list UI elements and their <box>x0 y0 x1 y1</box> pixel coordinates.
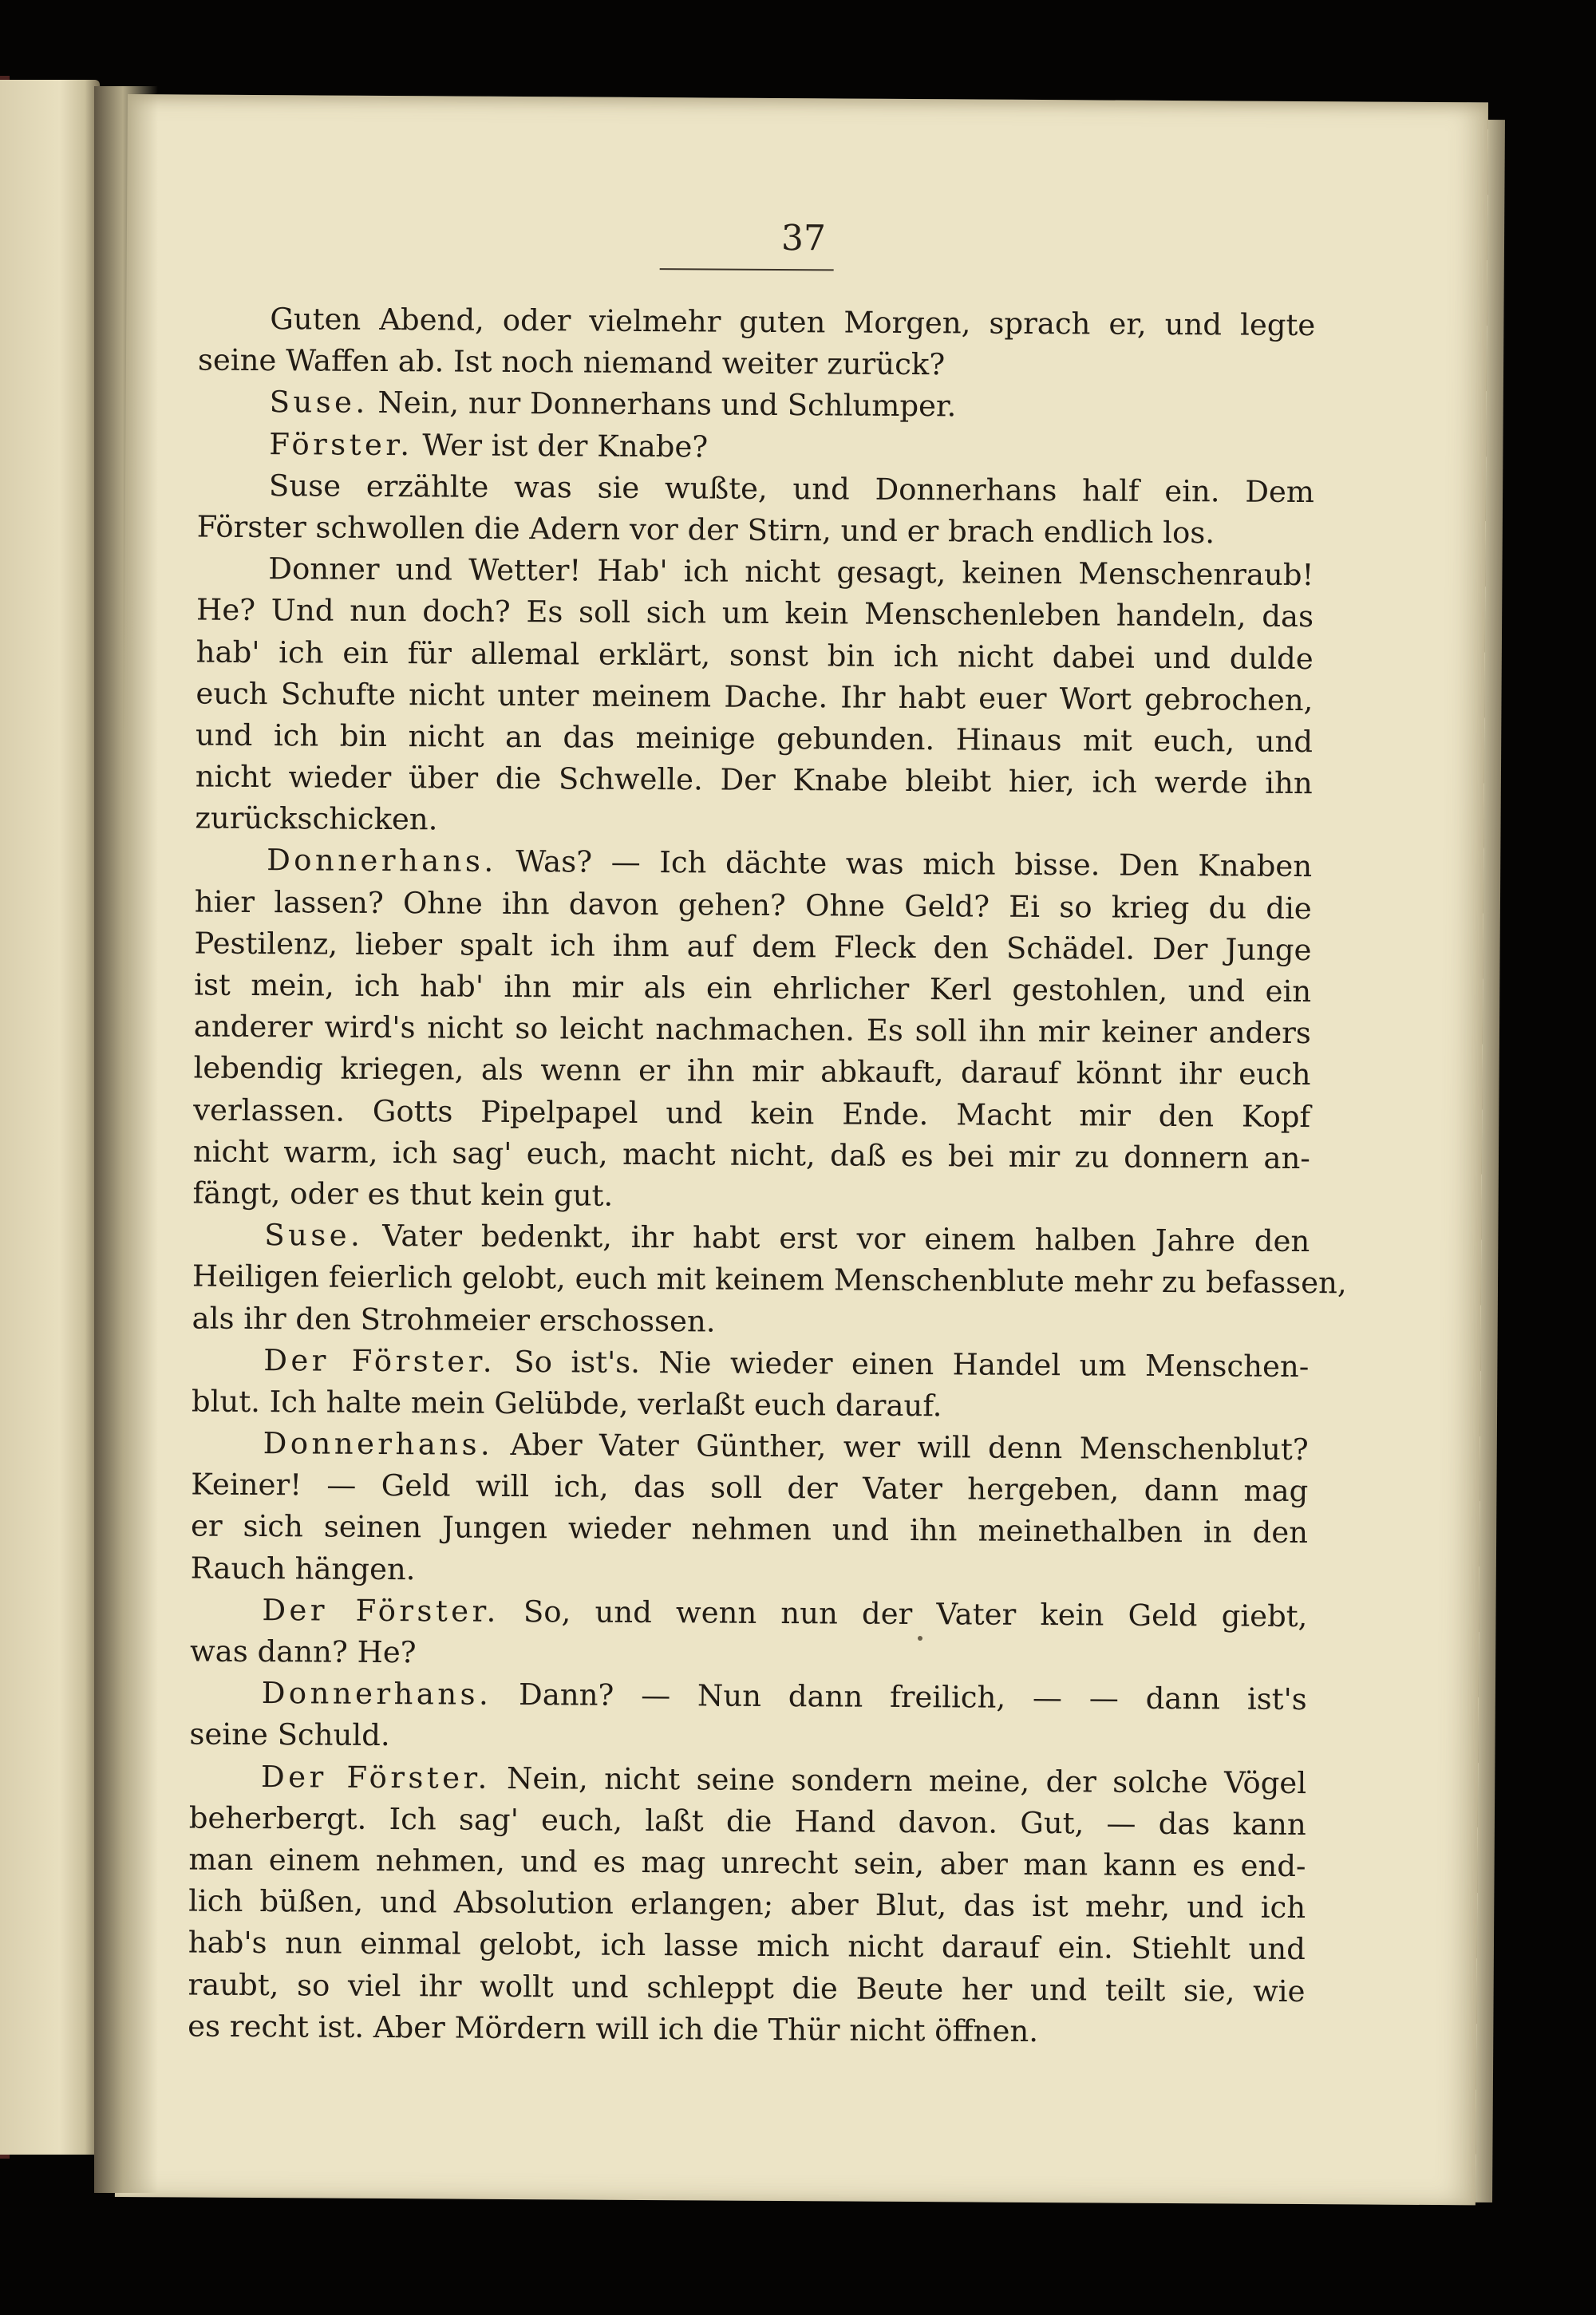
line-text: Pestilenz, lieber spalt ich ihm auf dem Fleck den Schädel. Der Junge <box>194 926 1312 967</box>
line-text: Nein, nur Donnerhans und Schlumper. <box>377 385 957 424</box>
text-line <box>195 881 1312 930</box>
speaker-name: Der Förster. <box>263 1342 496 1379</box>
text-line <box>191 1547 1308 1596</box>
text-line <box>190 1589 1307 1637</box>
line-text: und ich bin nicht an das meinige gebunden. Hinaus mit euch, und <box>195 717 1314 759</box>
speaker-name: Suse. <box>264 1218 364 1253</box>
line-text: Keiner! — Geld will ich, das soll der Vater hergeben, dann mag <box>191 1467 1309 1509</box>
text-line <box>192 1298 1309 1346</box>
line-text: euch Schufte nicht unter meinem Dache. Ihr habt euer Wort gebrochen, <box>196 676 1314 717</box>
line-text: zurückschicken. <box>195 800 438 837</box>
speaker-name: Donnerhans. <box>263 1426 494 1462</box>
gutter-shadow <box>94 86 158 2193</box>
left-page-edge <box>0 80 100 2155</box>
text-line <box>195 798 1312 847</box>
line-text: Wer ist der Knabe? <box>422 427 709 464</box>
line-text: seine Schuld. <box>189 1716 390 1753</box>
speaker-name: Donnerhans. <box>261 1676 492 1713</box>
text-line <box>192 1172 1310 1221</box>
text-line <box>192 1256 1347 1305</box>
book-page <box>115 94 1488 2205</box>
line-text: beherbergt. Ich sag' euch, laßt die Hand davon. Gut, — das kann <box>188 1800 1306 1842</box>
line-text: verlassen. Gotts Pipelpapel und kein Ende. Macht mir den Kopf <box>193 1092 1311 1134</box>
line-text: Heiligen feierlich gelobt, euch mit keinem Menschenblute mehr zu befassen, <box>192 1258 1347 1301</box>
line-text: Guten Abend, oder vielmehr guten Morgen, sprach er, und legte <box>270 302 1316 343</box>
text-line <box>196 714 1313 763</box>
text-line <box>192 1381 1309 1429</box>
text-line <box>190 1631 1307 1680</box>
speaker-name: Förster. <box>269 426 413 462</box>
text-line <box>192 1423 1309 1472</box>
line-text: He? Und nun doch? Es soll sich um kein Menschenleben handeln, das <box>196 592 1314 634</box>
line-text: hier lassen? Ohne ihn davon gehen? Ohne Geld? Ei so krieg du die <box>194 884 1312 926</box>
text-line <box>192 1339 1309 1388</box>
line-text: Donner und Wetter! Hab' ich nicht gesagt, keinen Menschenraub! <box>268 551 1314 593</box>
line-text: was dann? He? <box>189 1634 417 1670</box>
page-number: 37 <box>780 218 827 259</box>
line-text: ist mein, ich hab' ihn mir als ein ehrlicher Kerl gestohlen, und ein <box>194 967 1312 1009</box>
text-line <box>197 381 1314 430</box>
line-text: Aber Vater Günther, wer will denn Menschenblut? <box>510 1428 1309 1468</box>
line-text: lebendig kriegen, als wenn er ihn mir abkauft, darauf könnt ihr euch <box>193 1050 1311 1092</box>
line-text: So, und wenn nun der Vater kein Geld giebt, <box>523 1594 1308 1634</box>
text-line <box>197 423 1314 472</box>
line-text: seine Waffen ab. Ist noch niemand weiter zurück? <box>197 342 946 382</box>
text-line <box>190 1673 1307 1721</box>
line-text: es recht ist. Aber Mördern will ich die Thür nicht öffnen. <box>188 2009 1039 2048</box>
text-line <box>195 839 1312 888</box>
line-text: hab's nun einmal gelobt, ich lasse mich nicht darauf ein. Stiehlt und <box>188 1925 1306 1967</box>
text-line <box>191 1464 1308 1513</box>
text-line <box>194 922 1311 971</box>
ink-smudge <box>918 1636 922 1641</box>
text-line <box>188 1964 1305 2013</box>
text-line <box>193 1048 1310 1096</box>
text-line <box>196 673 1313 721</box>
text-line <box>198 340 1315 389</box>
text-line <box>194 1006 1311 1055</box>
page-number-rule <box>660 268 834 271</box>
speaker-name: Suse. <box>269 385 369 421</box>
text-line <box>189 1756 1306 1804</box>
text-line <box>188 2005 1305 2054</box>
line-text: Dann? — Nun dann freilich, — — dann ist's <box>518 1677 1307 1717</box>
text-line <box>193 1089 1310 1138</box>
line-text: So ist's. Nie wieder einen Handel um Menschen- <box>514 1344 1310 1384</box>
line-text: man einem nehmen, und es mag unrecht sein, aber man kann es end- <box>188 1842 1306 1883</box>
line-text: nicht wieder über die Schwelle. Der Knabe bleibt hier, ich werde ihn <box>195 759 1313 801</box>
line-text: anderer wird's nicht so leicht nachmachen. Es soll ihn mir keiner anders <box>193 1009 1311 1051</box>
line-text: raubt, so viel ihr wollt und schleppt die Beute her und teilt sie, wie <box>188 1967 1306 2009</box>
text-line <box>189 1797 1306 1846</box>
speaker-name: Der Förster. <box>262 1592 500 1629</box>
text-line <box>196 590 1314 638</box>
speaker-name: Donnerhans. <box>267 843 497 879</box>
line-text: Was? — Ich dächte was mich bisse. Den Knaben <box>516 844 1313 884</box>
line-text: nicht warm, ich sag' euch, macht nicht, daß es bei mir zu donnern an- <box>192 1134 1311 1175</box>
line-text: Nein, nicht seine sondern meine, der solche Vögel <box>506 1760 1307 1800</box>
line-text: Vater bedenkt, ihr habt erst vor einem halben Jahre den <box>382 1219 1310 1259</box>
line-text: als ihr den Strohmeier erschossen. <box>192 1301 716 1339</box>
line-text: Rauch hängen. <box>190 1551 416 1586</box>
line-text: Förster schwollen die Adern vor der Stirn, und er brach endlich los. <box>196 509 1215 551</box>
speaker-name: Der Förster. <box>260 1759 491 1796</box>
text-line <box>196 548 1314 597</box>
text-line <box>197 464 1314 513</box>
text-line <box>196 631 1314 680</box>
line-text: Suse erzählte was sie wußte, und Donnerhans half ein. Dem <box>268 468 1315 509</box>
text-line <box>197 506 1314 555</box>
line-text: blut. Ich halte mein Gelübde, verlaßt euch darauf. <box>191 1384 942 1424</box>
text-line <box>188 1839 1306 1887</box>
text-line <box>194 965 1311 1013</box>
line-text: fängt, oder es thut kein gut. <box>192 1175 614 1213</box>
text-line <box>192 1215 1310 1263</box>
line-text: lich büßen, und Absolution erlangen; aber Blut, das ist mehr, und ich <box>188 1883 1306 1926</box>
text-line <box>189 1714 1306 1763</box>
page-text <box>188 298 1347 2054</box>
text-line <box>196 757 1313 805</box>
line-text: er sich seinen Jungen wieder nehmen und ihn meinethalben in den <box>190 1508 1309 1551</box>
line-text: hab' ich ein für allemal erklärt, sonst bin ich nicht dabei und dulde <box>196 634 1314 676</box>
text-line <box>193 1131 1310 1179</box>
text-line <box>188 1881 1306 1930</box>
text-line <box>191 1506 1308 1555</box>
text-line <box>198 298 1315 347</box>
text-line <box>188 1922 1306 1971</box>
